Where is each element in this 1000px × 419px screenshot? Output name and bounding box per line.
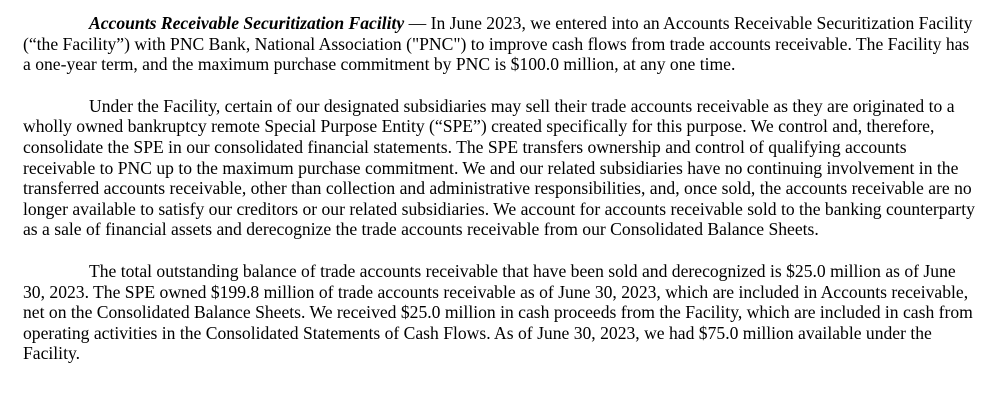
paragraph-text: The total outstanding balance of trade accounts receivable that have been sold and derecognized is $25.0 million as of June 30, 2023. The SPE owned $199.8 million of trade accounts receivable as of June 30, 2023, which are included in Accounts receivable, net on the Consolidated Balance Sheets. We received $25.0 million in cash proceeds from the Facility, which are included in cash from operating activities in the Consolidated Statements of Cash Flows. As of June 30, 2023, we had $75.0 million available under the Facility. (23, 260, 973, 364)
paragraph-facility-structure (23, 96, 978, 240)
paragraph-text: In June 2023, we entered into an Accounts Receivable Securitization Facility (“the Facility”) with PNC Bank, National Association ("PNC") to improve cash flows from trade accounts receivable. The Facility has a one-year term, and the maximum purchase commitment by PNC is $100.0 million, at any one time. (23, 13, 973, 75)
section-heading: Accounts Receivable Securitization Facility (89, 13, 405, 33)
heading-separator: — (404, 13, 431, 33)
paragraph-text: Under the Facility, certain of our designated subsidiaries may sell their trade accounts receivable as they are originated to a wholly owned bankruptcy remote Special Purpose Entity (“SPE”) created specifically for this purpose. We control and, therefore, consolidate the SPE in our consolidated financial statements. The SPE transfers ownership and control of qualifying accounts receivable to PNC up to the maximum purchase commitment. We and our related subsidiaries have no continuing involvement in the transferred accounts receivable, other than collection and administrative responsibilities, and, once sold, the accounts receivable are no longer available to satisfy our creditors or our related subsidiaries. We account for accounts receivable sold to the banking counterparty as a sale of financial assets and derecognize the trade accounts receivable from our Consolidated Balance Sheets. (23, 95, 975, 240)
document-body (23, 13, 978, 364)
paragraph-facility-overview (23, 13, 978, 75)
paragraph-facility-balances (23, 261, 978, 364)
